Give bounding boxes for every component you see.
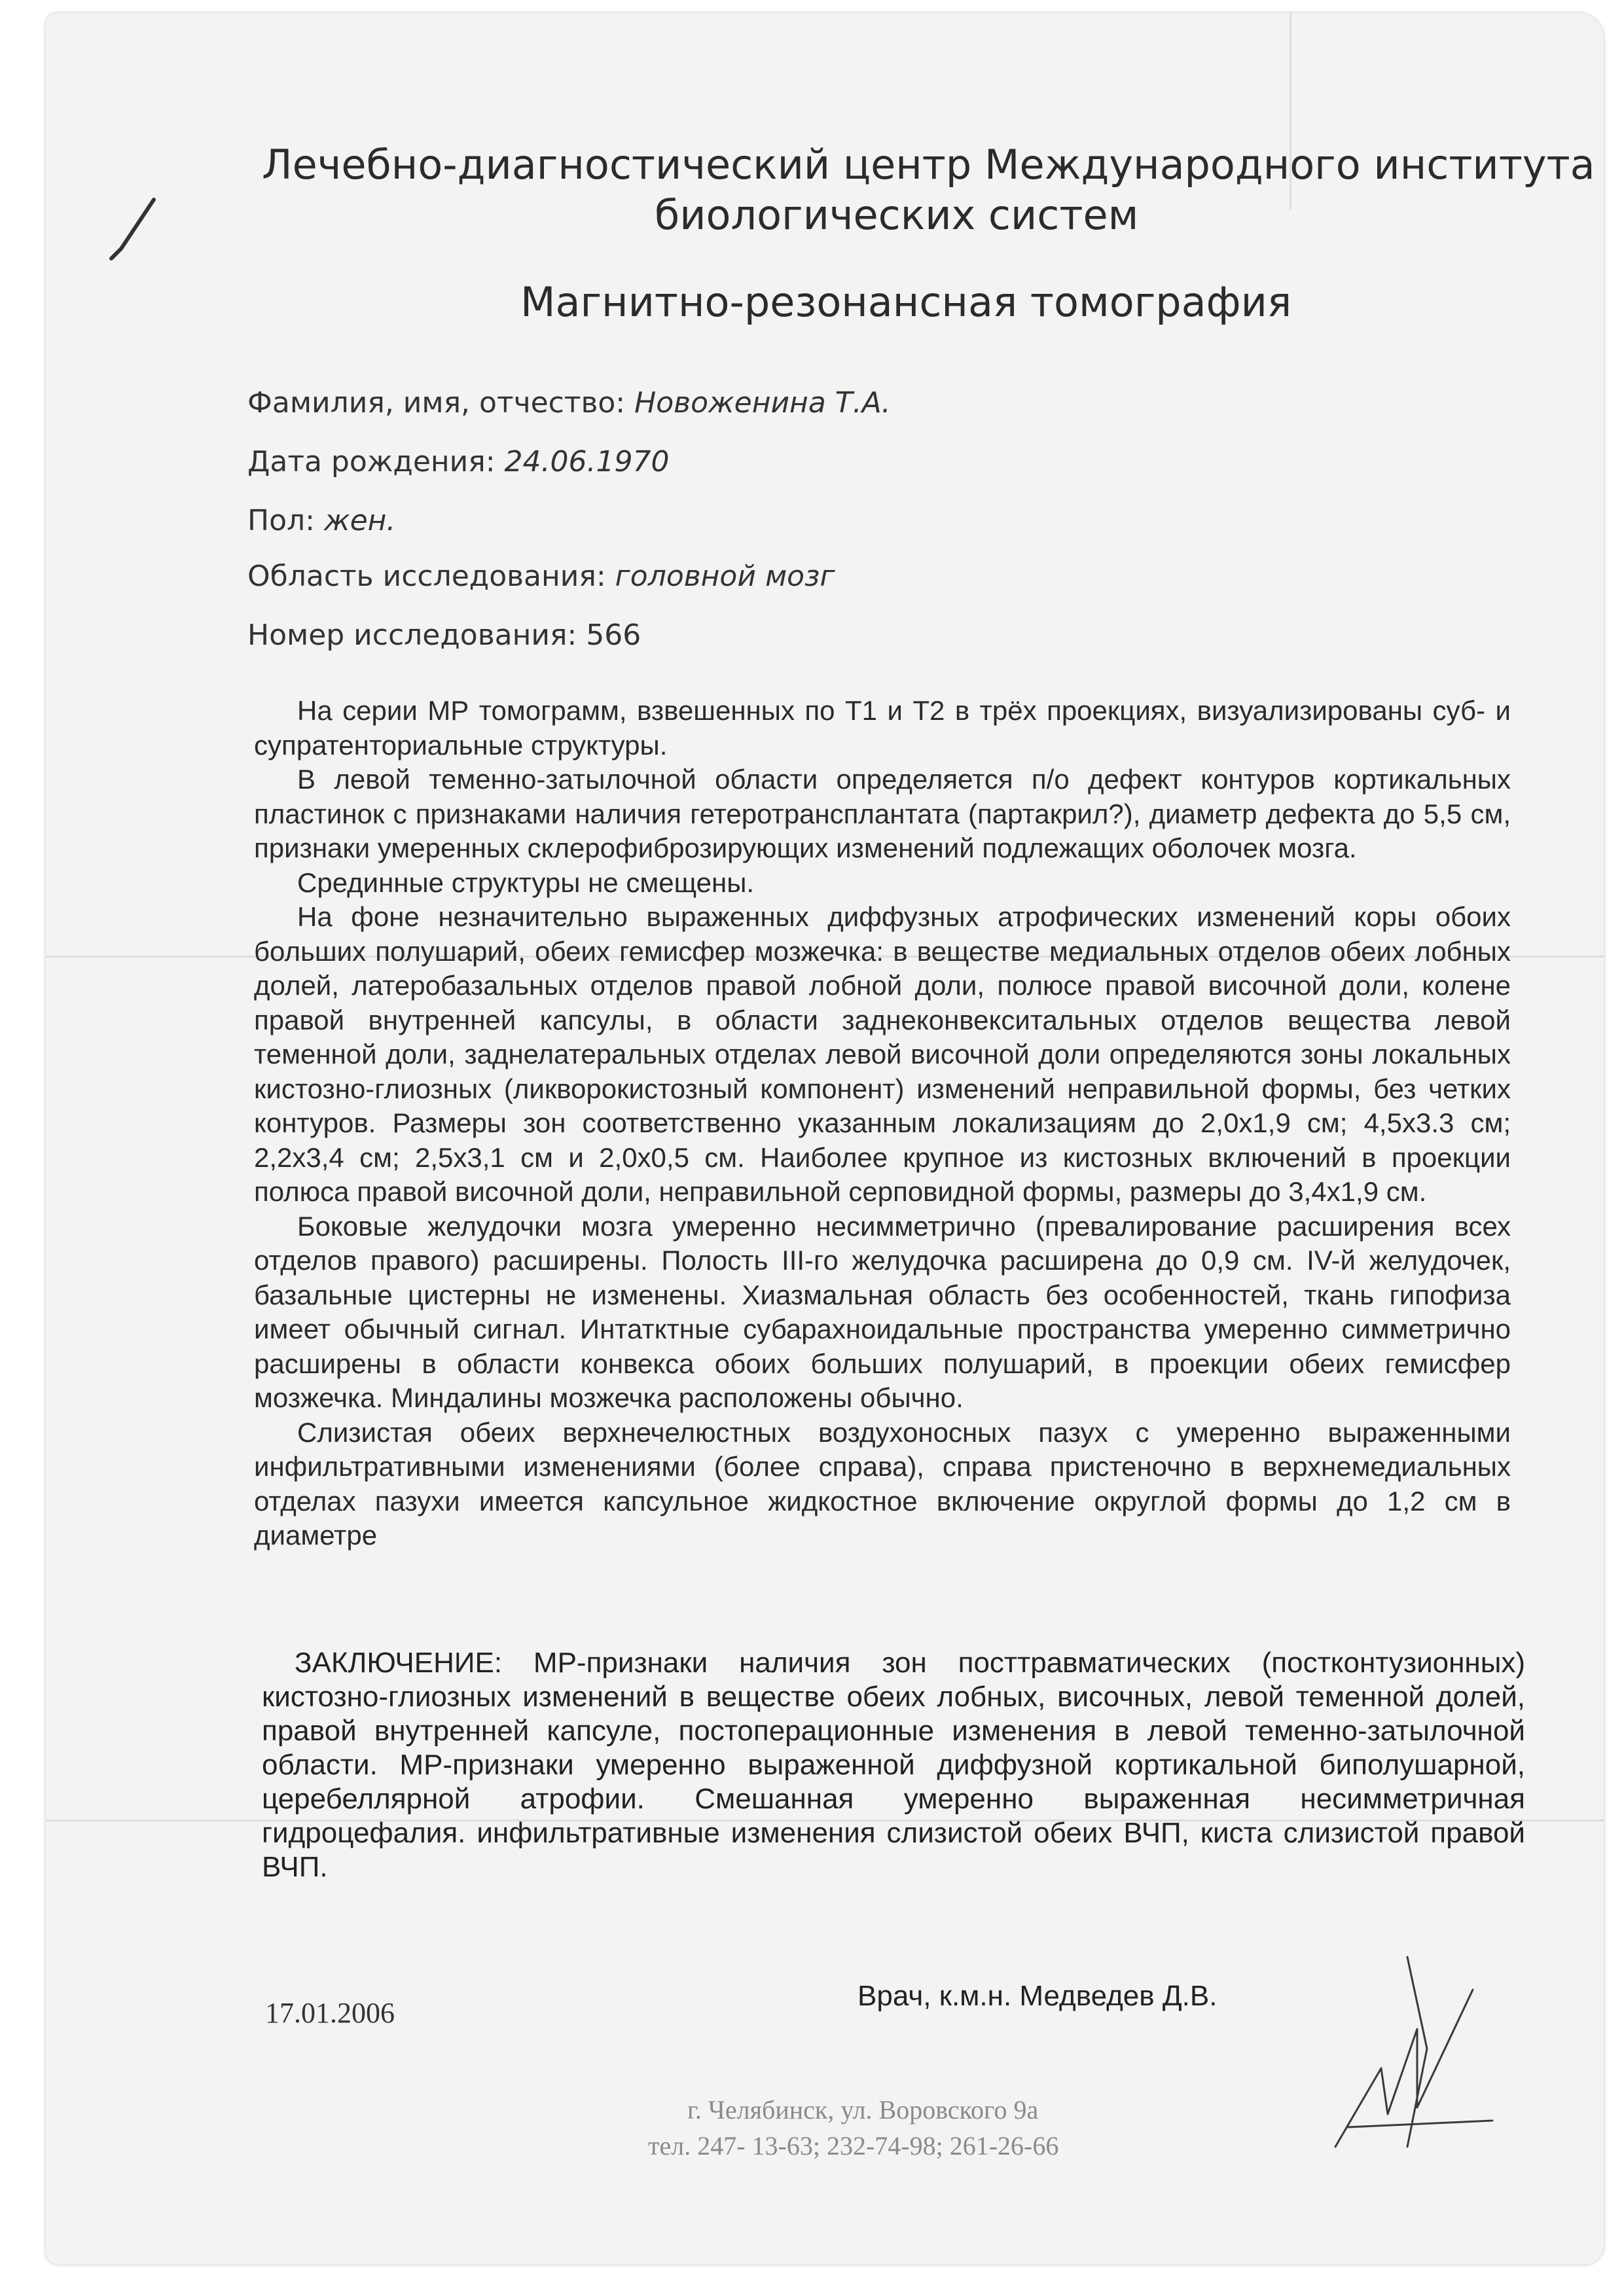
document-subtitle: Магнитно-резонансная томография bbox=[520, 278, 1292, 326]
field-label: Пол: bbox=[247, 504, 324, 537]
pen-mark-icon bbox=[108, 196, 160, 268]
signature-icon bbox=[1309, 1950, 1506, 2166]
findings-paragraph: На серии МР томограмм, взвешенных по Т1 и Т2 в трёх проекциях, визуализированы суб- и супратенториальные структуры. bbox=[254, 695, 1511, 761]
field-label: Дата рождения: bbox=[247, 445, 505, 478]
field-value: головной мозг bbox=[615, 560, 835, 593]
sex-field bbox=[247, 504, 395, 537]
institution-title-line2: биологических систем bbox=[655, 191, 1139, 239]
findings-paragraph: Слизистая обеих верхнечелюстных воздухоносных пазух с умеренно выраженными инфильтративными изменениями (более справа), справа пристеночно в верхнемедиальных отделах пазухи имеется капсульное жидкостное включение округлой формы до 1,2 см в диаметре bbox=[254, 1416, 1511, 1551]
findings-paragraph: На фоне незначительно выраженных диффузных атрофических изменений коры обоих больших полушарий, обеих гемисфер мозжечка: в веществе медиальных отделов обеих лобных долей, латеробазальных отделов правой лобной доли, полюсе правой височной доли, колене правой внутренней капсулы, в области заднеконвекситальных отделов вещества левой теменной доли, заднелатеральных отделах левой височной доли определяются зоны локальных кистозно-глиозных (ликворокистозный компонент) изменений неправильной формы, без четких контуров. Размеры зон соответственно указанным локализациям до 2,0х1,9 см; 4,5х3.3 см; 2,2х3,4 см; 2,5х3,1 см и 2,0х0,5 см. Наиболее крупное из кистозных включений в проекции полюса правой височной доли, неправильной серповидной формы, размеры до 3,4х1,9 см. bbox=[254, 901, 1511, 1207]
conclusion-text: ЗАКЛЮЧЕНИЕ: МР-признаки наличия зон посттравматических (постконтузионных) кистозно-глиозных изменений в веществе обеих лобных, височных, левой теменной долей, правой внутренней капсуле, постоперационные изменения в левой теменно-затылочной области. МР-признаки умеренно выраженной диффузной кортикальной биполушарной, церебеллярной атрофии. Смешанная умеренно выраженная несимметричная гидроцефалия. инфильтративные изменения слизистой обеих ВЧП, киста слизистой правой ВЧП. bbox=[262, 1647, 1525, 1883]
phone-line: тел. 247- 13-63; 232-74-98; 261-26-66 bbox=[648, 2131, 1059, 2161]
findings-text bbox=[254, 694, 1511, 1553]
patient-name-field bbox=[247, 386, 891, 420]
address-line: г. Челябинск, ул. Воровского 9а bbox=[687, 2095, 1039, 2125]
field-value: 24.06.1970 bbox=[504, 445, 670, 478]
birth-date-field bbox=[247, 445, 669, 478]
field-value: жен. bbox=[323, 504, 396, 537]
doctor-signature-line: Врач, к.м.н. Медведев Д.В. bbox=[857, 1980, 1218, 2012]
field-label: Фамилия, имя, отчество: bbox=[247, 386, 635, 420]
findings-paragraph: Срединные структуры не смещены. bbox=[297, 867, 755, 898]
report-date: 17.01.2006 bbox=[265, 1997, 395, 2029]
findings-paragraph: В левой теменно-затылочной области определяется п/о дефект контуров кортикальных пластинок с признаками наличия гетеротрансплантата (партакрил?), диаметр дефекта до 5,5 см, признаки умеренных склерофиброзирующих изменений подлежащих оболочек мозга. bbox=[254, 764, 1511, 863]
study-area-field bbox=[247, 560, 835, 593]
field-label: Область исследования: bbox=[247, 560, 615, 593]
institution-title-line1: Лечебно-диагностический центр Международного института bbox=[262, 141, 1595, 188]
study-number-field bbox=[247, 619, 641, 652]
field-value: Новоженина Т.А. bbox=[634, 386, 891, 420]
field-label: Номер исследования: bbox=[247, 619, 586, 652]
field-value: 566 bbox=[586, 619, 641, 652]
findings-paragraph: Боковые желудочки мозга умеренно несимметрично (превалирование расширения всех отделов правого) расширены. Полость III-го желудочка расширена до 0,9 см. IV-й желудочек, базальные цистерны не изменены. Хиазмальная область без особенностей, ткань гипофиза имеет обычный сигнал. Интатктные субарахноидальные пространства умеренно симметрично расширены в области конвекса обоих больших полушарий, в проекции обеих гемисфер мозжечка. Миндалины мозжечка расположены обычно. bbox=[254, 1210, 1511, 1413]
